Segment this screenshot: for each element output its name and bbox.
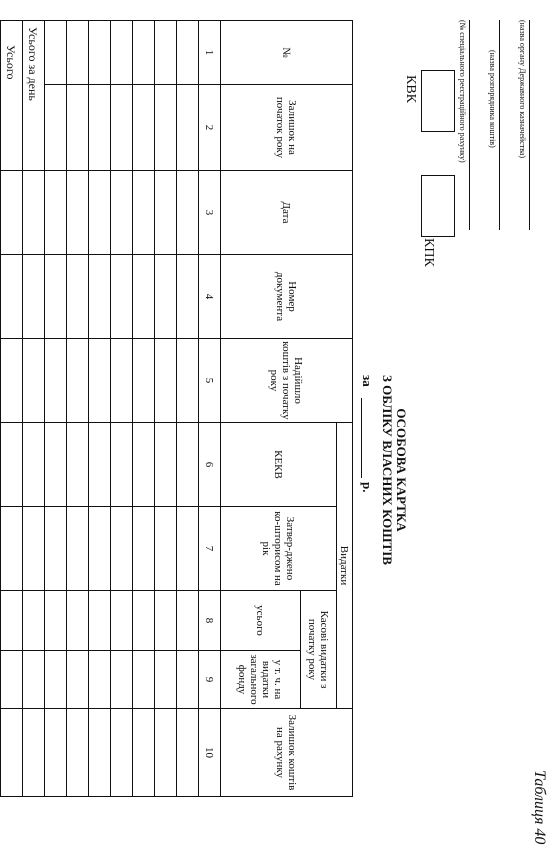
col-number-9: 9: [199, 651, 221, 709]
col-balance-start: Залишок на початок року: [221, 85, 353, 171]
table-number-label: Таблиця 40: [531, 770, 548, 845]
col-kekv: КЕКВ: [221, 423, 337, 507]
period-suffix: р.: [360, 482, 375, 493]
col-general-fund: у т. ч. на видатки загального фонду: [221, 651, 301, 709]
summary-row-day: [23, 21, 45, 797]
treasury-body-line: [529, 20, 530, 230]
col-approved: Затвер-джено ко-шторисом на рік: [221, 507, 337, 591]
account-line: [469, 20, 470, 230]
card-title-line2: З ОБЛІКУ ВЛАСНИХ КОШТІВ: [380, 375, 395, 565]
table-row: [111, 21, 133, 797]
col-total: усього: [221, 591, 301, 651]
accounts-table: [0, 20, 353, 797]
kvk-box: [421, 70, 455, 132]
summary-row-total: [1, 21, 23, 797]
col-number-7: 7: [199, 507, 221, 591]
table-row: [45, 21, 67, 797]
col-number-6: 6: [199, 423, 221, 507]
col-balance-account: Залишок коштів на рахунку: [221, 709, 353, 797]
period-prefix: за: [360, 375, 375, 387]
treasury-body-caption: (назва органу Державного казначейства): [518, 20, 527, 159]
col-date: Дата: [221, 171, 353, 255]
group-cash-expenses: Касові видатки з початку року: [301, 591, 337, 709]
summary-day-label: Усього за день: [23, 21, 45, 171]
col-number-10: 10: [199, 709, 221, 797]
card-title: [380, 330, 408, 610]
col-number-5: 5: [199, 339, 221, 423]
table-row: [133, 21, 155, 797]
summary-row-account: [0, 21, 1, 797]
table-row: [89, 21, 111, 797]
manager-caption: (назва розпорядника коштів): [488, 50, 497, 148]
summary-total-label: Усього: [1, 21, 23, 171]
account-caption: (№ спеціального реєстраційного рахунку): [458, 20, 467, 163]
kpk-box: [421, 175, 455, 237]
col-number-4: 4: [199, 255, 221, 339]
column-numbers-row: [199, 21, 221, 797]
col-number-2: 2: [199, 85, 221, 171]
col-number-8: 8: [199, 591, 221, 651]
col-doc-number: Номер документа: [221, 255, 353, 339]
col-number-3: 3: [199, 171, 221, 255]
table-row: [155, 21, 177, 797]
kpk-label: КПК: [421, 238, 436, 267]
table-row: [177, 21, 199, 797]
col-number-1: 1: [199, 21, 221, 85]
group-expenses: Видатки: [337, 423, 353, 709]
card-title-line1: ОСОБОВА КАРТКА: [394, 408, 409, 532]
period-line: [361, 398, 362, 478]
kvk-label: КВК: [403, 75, 418, 104]
col-no: №: [221, 21, 353, 85]
manager-line: [499, 20, 500, 230]
col-received: Надійшло коштів з початку року: [221, 339, 353, 423]
summary-account-label: [0, 21, 1, 171]
table-row: [67, 21, 89, 797]
